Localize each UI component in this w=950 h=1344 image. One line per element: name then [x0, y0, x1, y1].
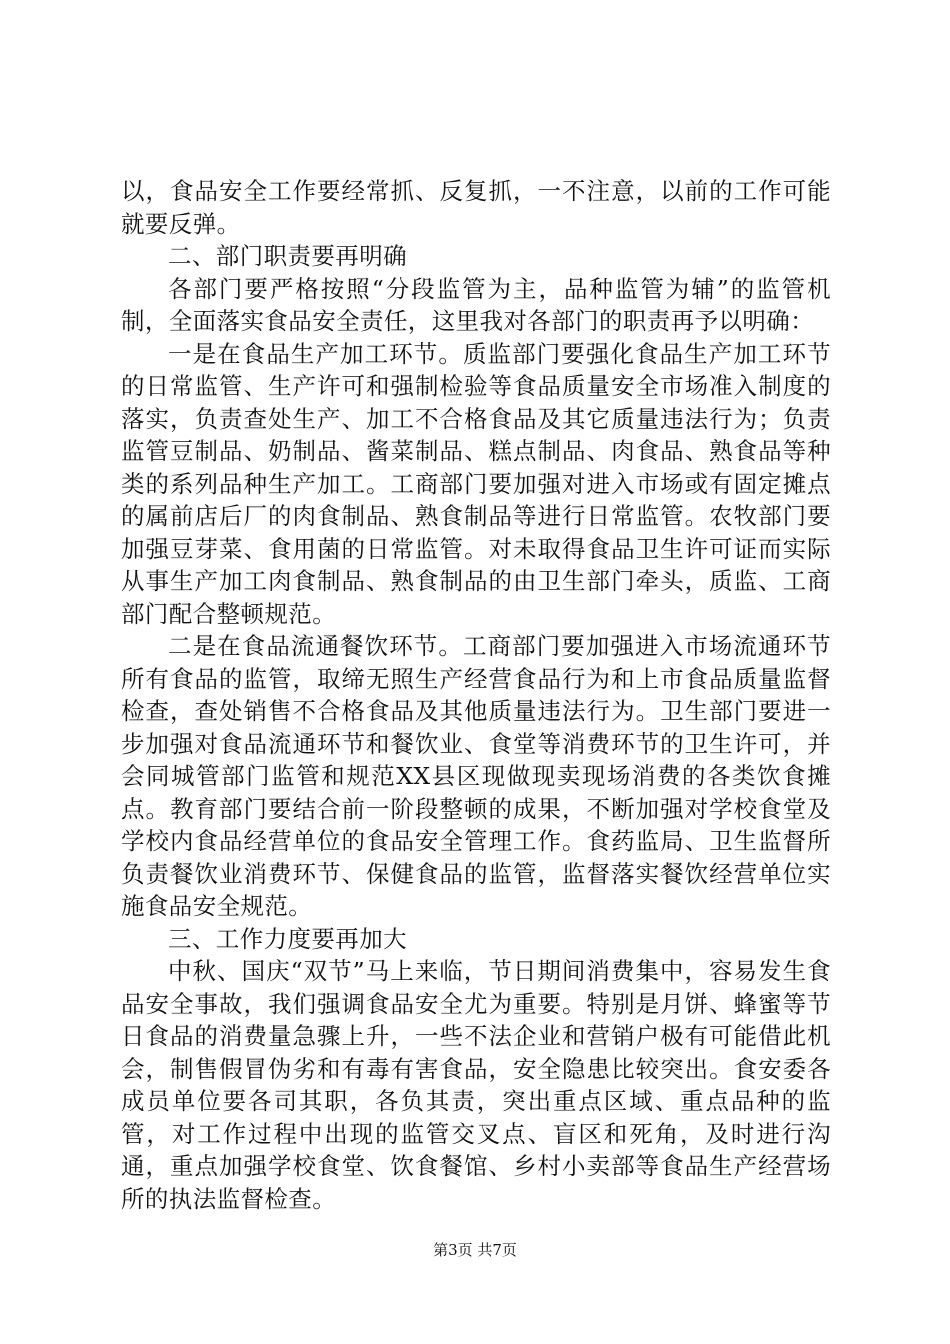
section-heading-3: 三、工作力度要再加大 — [168, 924, 407, 953]
paragraph-duty-intro: 各部门要严格按照“分段监管为主，品种监管为辅”的监管机制，全面落实食品安全责任，这里我对各部门的职责再予以明确： — [121, 274, 831, 335]
paragraph-continuation: 以，食品安全工作要经常抓、反复抓，一不注意，以前的工作可能就要反弹。 — [121, 177, 831, 238]
paragraph-production-stage: 一是在食品生产加工环节。质监部门要强化食品生产加工环节的日常监管、生产许可和强制检验等食品质量安全市场准入制度的落实，负责查处生产、加工不合格食品及其它质量违法行为；负责监管豆制品、奶制品、酱菜制品、糕点制品、肉食品、熟食品等种类的系列品种生产加工。工商部门要加强对进入市场或有固定摊点的属前店后厂的肉食制品、熟食制品等进行日常监管。农牧部门要加强豆芽菜、食用菌的日常监管。对未取得食品卫生许可证而实际从事生产加工肉食制品、熟食制品的由卫生部门牵头，质监、工商部门配合整顿规范。 — [121, 339, 831, 628]
paragraph-circulation-stage: 二是在食品流通餐饮环节。工商部门要加强进入市场流通环节所有食品的监管，取缔无照生产经营食品行为和上市食品质量监督检查，查处销售不合格食品及其他质量违法行为。卫生部门要进一步加强对食品流通环节和餐饮业、食堂等消费环节的卫生许可，并会同城管部门监管和规范XX县区现做现卖现场消费的各类饮食摊点。教育部门要结合前一阶段整顿的成果，不断加强对学校食堂及学校内食品经营单位的食品安全管理工作。食药监局、卫生监督所负责餐饮业消费环节、保健食品的监管，监督落实餐饮经营单位实施食品安全规范。 — [121, 632, 831, 920]
page-footer: 第3页 共7页 — [433, 1241, 517, 1259]
document-body — [121, 175, 831, 1215]
section-heading-2: 二、部门职责要再明确 — [168, 242, 407, 270]
paragraph-holiday-work: 中秋、国庆“双节”马上来临，节日期间消费集中，容易发生食品安全事故，我们强调食品安全尤为重要。特别是月饼、蜂蜜等节日食品的消费量急骤上升，一些不法企业和营销户极有可能借此机会，制售假冒伪劣和有毒有害食品，安全隐患比较突出。食安委各成员单位要各司其职，各负其责，突出重点区域、重点品种的监管，对工作过程中出现的监管交叉点、盲区和死角，及时进行沟通，重点加强学校食堂、饮食餐馆、乡村小卖部等食品生产经营场所的执法监督检查。 — [121, 957, 831, 1213]
